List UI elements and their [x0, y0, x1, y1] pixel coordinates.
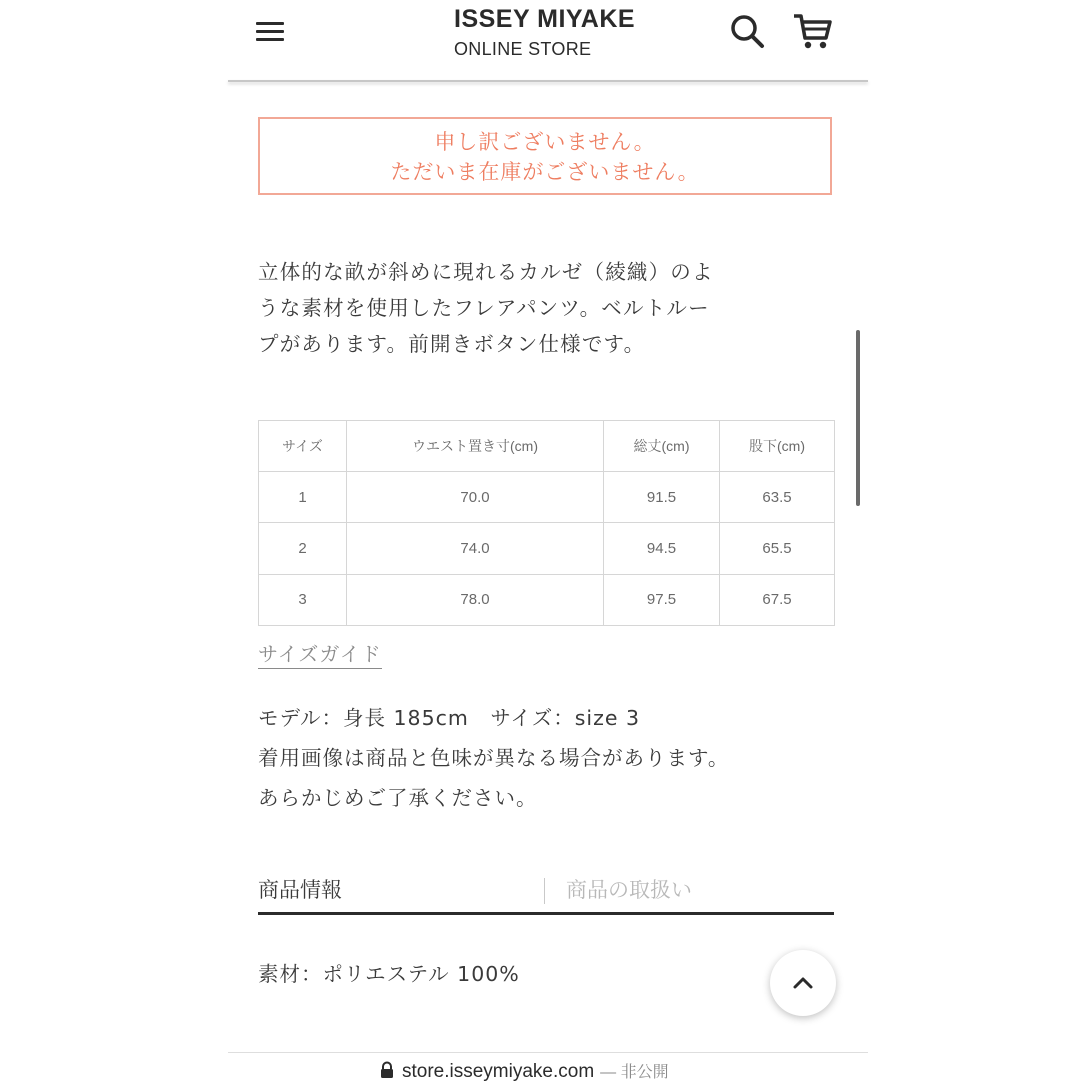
scrollbar[interactable]	[856, 330, 860, 506]
table-header: 股下(cm)	[720, 421, 835, 472]
cart-icon[interactable]	[790, 8, 834, 52]
url-display[interactable]	[380, 1059, 669, 1085]
chevron-up-icon	[792, 973, 814, 993]
model-info	[258, 698, 838, 818]
tab-divider	[544, 878, 545, 904]
tab-active-underline	[258, 912, 834, 915]
brand-logo[interactable]	[454, 4, 654, 60]
model-line-2: 着用画像は商品と色味が異なる場合があります。	[258, 746, 730, 770]
table-header: ウエスト置き寸(cm)	[347, 421, 604, 472]
url-text: store.isseymiyake.com	[402, 1061, 595, 1082]
brand-name: ISSEY MIYAKE	[454, 5, 636, 33]
table-row	[259, 523, 835, 574]
brand-subtitle: ONLINE STORE	[454, 39, 592, 59]
notice-line-1: 申し訳ございません。	[434, 130, 656, 154]
description-line-3: プがあります。前開きボタン仕様です。	[258, 332, 646, 356]
table-header-row	[259, 421, 835, 472]
table-cell: 3	[259, 574, 347, 625]
table-row	[259, 472, 835, 523]
table-cell: 1	[259, 472, 347, 523]
model-line-3: あらかじめご了承ください。	[258, 786, 538, 810]
table-cell: 74.0	[347, 523, 604, 574]
header-divider	[228, 80, 868, 82]
size-guide-link[interactable]: サイズガイド	[258, 640, 382, 669]
table-header: 総丈(cm)	[604, 421, 720, 472]
site-header	[228, 0, 868, 82]
lock-icon	[380, 1061, 394, 1085]
notice-line-2: ただいま在庫がございません。	[390, 160, 700, 184]
table-cell: 94.5	[604, 523, 720, 574]
table-cell: 67.5	[720, 574, 835, 625]
table-cell: 2	[259, 523, 347, 574]
table-cell: 78.0	[347, 574, 604, 625]
product-description	[258, 254, 834, 362]
model-line-1: モデル：身長 185cm サイズ：size 3	[258, 706, 641, 730]
tab-product-info[interactable]: 商品情報	[258, 878, 342, 902]
table-cell: 97.5	[604, 574, 720, 625]
description-line-1: 立体的な畝が斜めに現れるカルゼ（綾織）のよ	[258, 260, 714, 284]
product-tabs	[258, 870, 834, 916]
table-cell: 65.5	[720, 523, 835, 574]
hamburger-menu-icon[interactable]	[256, 20, 286, 44]
mobile-screen	[228, 0, 868, 1080]
table-row	[259, 574, 835, 625]
table-cell: 63.5	[720, 472, 835, 523]
material-info: 素材：ポリエステル 100%	[258, 962, 520, 986]
tab-product-care[interactable]: 商品の取扱い	[566, 878, 692, 902]
table-cell: 70.0	[347, 472, 604, 523]
out-of-stock-notice	[258, 117, 832, 195]
table-cell: 91.5	[604, 472, 720, 523]
search-icon[interactable]	[728, 12, 768, 52]
url-status: — 非公開	[600, 1064, 669, 1081]
browser-url-bar[interactable]	[228, 1052, 868, 1081]
description-line-2: うな素材を使用したフレアパンツ。ベルトルー	[258, 296, 710, 320]
scroll-to-top-button[interactable]	[770, 950, 836, 1016]
table-header: サイズ	[259, 421, 347, 472]
size-table	[258, 420, 835, 626]
